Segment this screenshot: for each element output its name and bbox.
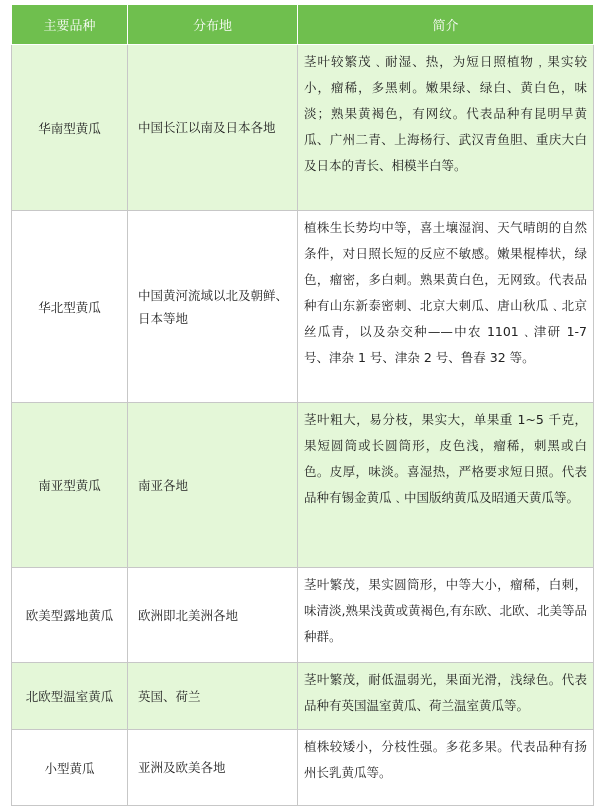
- variety-name: 华南型黄瓜: [12, 45, 128, 211]
- table-row: [12, 211, 594, 403]
- table-row: [12, 663, 594, 730]
- variety-description: 植株生长势均中等，喜土壤湿润、天气晴朗的自然条件，对日照长短的反应不敏感。嫩果棍棒状，绿色，瘤密，多白刺。熟果黄白色，无网致。代表品种有山东新泰密刺、北京大刺瓜、唐山秋瓜﹑北京丝瓜青，以及杂交种——中农 1101﹑津研 1-7 号、津杂 1 号、津杂 2 号、鲁春 32 等。: [298, 211, 594, 403]
- header-description: 简介: [298, 5, 594, 45]
- distribution-region: 中国黄河流域以北及朝鲜、日本等地: [128, 211, 298, 403]
- distribution-region: 欧洲即北美洲各地: [128, 568, 298, 663]
- table-header: [12, 5, 594, 45]
- variety-name: 华北型黄瓜: [12, 211, 128, 403]
- table-row: [12, 568, 594, 663]
- distribution-region: 南亚各地: [128, 403, 298, 568]
- variety-description: 茎叶较繁茂﹑耐湿、热，为短日照植物﹐果实较小，瘤稀，多黑刺。嫩果绿、绿白、黄白色，味淡；熟果黄褐色，有网纹。代表品种有昆明早黄瓜、广州二青、上海杨行、武汉青鱼胆、重庆大白及日本的青长、相模半白等。: [298, 45, 594, 211]
- variety-name: 北欧型温室黄瓜: [12, 663, 128, 730]
- table-row: [12, 730, 594, 806]
- variety-name: 南亚型黄瓜: [12, 403, 128, 568]
- variety-name: 欧美型露地黄瓜: [12, 568, 128, 663]
- header-row: [12, 5, 594, 45]
- variety-description: 茎叶粗大，易分枝，果实大，单果重 1~5 千克，果短圆筒或长圆筒形，皮色浅，瘤稀，刺黑或白色。皮厚，味淡。喜湿热，严格要求短日照。代表品种有锡金黄瓜﹑中国版纳黄瓜及昭通天黄瓜等。: [298, 403, 594, 568]
- distribution-region: 亚洲及欧美各地: [128, 730, 298, 806]
- header-distribution: 分布地: [128, 5, 298, 45]
- table-row: [12, 45, 594, 211]
- cucumber-varieties-table: [11, 4, 594, 806]
- header-variety: 主要品种: [12, 5, 128, 45]
- variety-description: 茎叶繁茂，果实圆筒形，中等大小，瘤稀，白刺，味清淡,熟果浅黄或黄褐色,有东欧、北欧、北美等品种群。: [298, 568, 594, 663]
- table-row: [12, 403, 594, 568]
- distribution-region: 英国、荷兰: [128, 663, 298, 730]
- variety-description: 植株较矮小，分枝性强。多花多果。代表品种有扬州长乳黄瓜等。: [298, 730, 594, 806]
- variety-description: 茎叶繁茂，耐低温弱光，果面光滑，浅绿色。代表品种有英国温室黄瓜、荷兰温室黄瓜等。: [298, 663, 594, 730]
- variety-name: 小型黄瓜: [12, 730, 128, 806]
- distribution-region: 中国长江以南及日本各地: [128, 45, 298, 211]
- table-body: [12, 45, 594, 806]
